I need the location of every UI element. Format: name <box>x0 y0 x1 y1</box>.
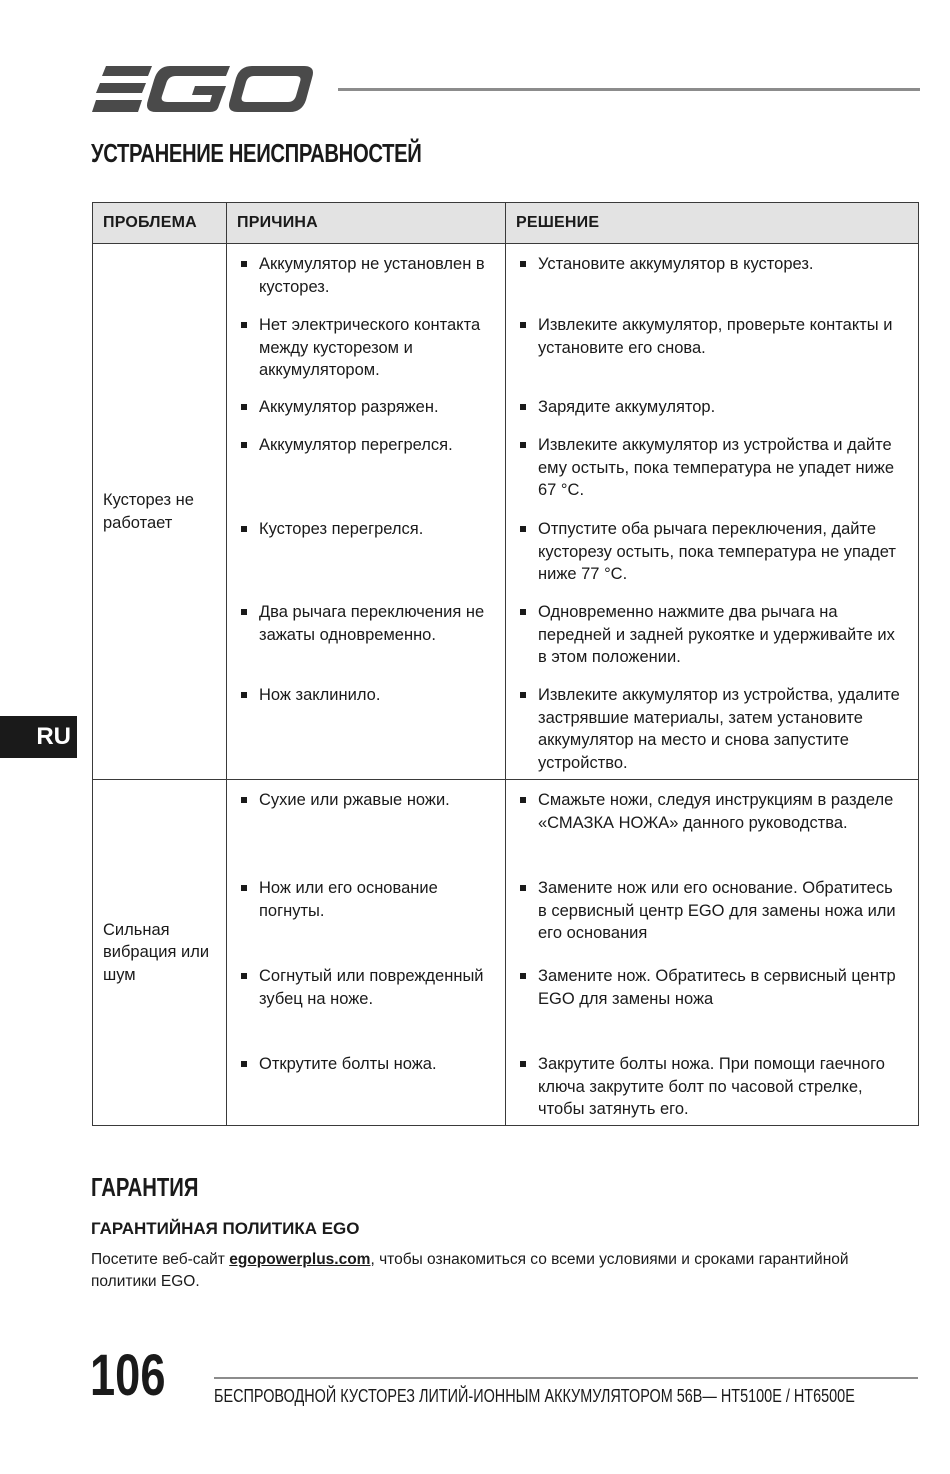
bullet-icon <box>518 789 528 868</box>
bullet-icon <box>239 877 249 956</box>
bullet-icon <box>518 518 528 592</box>
bullet-icon <box>239 396 249 425</box>
bullet-icon <box>239 965 249 1044</box>
header-problem: ПРОБЛЕМА <box>93 203 227 244</box>
solution-text: Извлеките аккумулятор из устройства, удалите застрявшие материалы, затем установите аккумулятор на место и снова запустите устройство. <box>538 686 900 772</box>
solution-text: Отпустите оба рычага переключения, дайте кусторезу остыть, пока температура не упадет ниже 77 °C. <box>538 520 896 583</box>
bullet-icon <box>518 1053 528 1124</box>
solution-item <box>506 387 918 425</box>
problem-text: Кусторез не работает <box>103 491 194 532</box>
warranty-text-before: Посетите веб-сайт <box>91 1251 230 1268</box>
language-tab: RU <box>0 716 77 758</box>
warranty-website-link[interactable]: egopowerplus.com <box>229 1251 371 1268</box>
problem-cell <box>93 780 227 1126</box>
cause-cell <box>227 244 506 780</box>
bullet-icon <box>518 965 528 1044</box>
solution-item <box>506 244 918 305</box>
cause-text: Открутите болты ножа. <box>259 1055 437 1073</box>
cause-cell <box>227 780 506 1126</box>
bullet-icon <box>518 314 528 387</box>
cause-item <box>227 425 505 509</box>
solution-text: Извлеките аккумулятор, проверьте контакты и установите его снова. <box>538 316 893 357</box>
cause-item <box>227 956 505 1044</box>
problem-text: Сильная вибрация или шум <box>103 920 210 984</box>
solution-text: Закрутите болты ножа. При помощи гаечного ключа закрутите болт по часовой стрелке, чтобы затянуть его. <box>538 1055 885 1118</box>
cause-text: Согнутый или поврежденный зубец на ноже. <box>259 967 484 1008</box>
cause-item <box>227 1044 505 1124</box>
solution-text: Установите аккумулятор в кусторез. <box>538 255 814 273</box>
bullet-icon <box>239 434 249 509</box>
cause-item <box>227 244 505 305</box>
cause-item <box>227 868 505 956</box>
bullet-icon <box>239 518 249 592</box>
page-number: 106 <box>90 1343 166 1408</box>
bullet-icon <box>239 253 249 305</box>
cause-text: Нож заклинило. <box>259 686 381 704</box>
solution-text: Замените нож или его основание. Обратитесь в сервисный центр EGO для замены ножа или его основания <box>538 879 896 942</box>
cause-item <box>227 509 505 592</box>
bullet-icon <box>518 601 528 675</box>
table-group-vibration <box>93 780 919 1126</box>
bullet-icon <box>239 789 249 868</box>
solution-item <box>506 675 918 777</box>
cause-item <box>227 592 505 675</box>
warranty-title: ГАРАНТИЯ <box>91 1172 199 1202</box>
solution-item <box>506 592 918 675</box>
problem-cell <box>93 244 227 780</box>
warranty-paragraph <box>91 1249 871 1293</box>
bullet-icon <box>518 684 528 777</box>
cause-item <box>227 305 505 387</box>
bullet-icon <box>518 434 528 509</box>
solution-text: Зарядите аккумулятор. <box>538 398 716 416</box>
footer-product-title: БЕСПРОВОДНОЙ КУСТОРЕЗ ЛИТИЙ-ИОННЫМ АККУМУЛЯТОРОМ 56В— HT5100E / HT6500E <box>214 1385 855 1406</box>
cause-text: Аккумулятор перегрелся. <box>259 436 453 454</box>
warranty-subtitle: ГАРАНТИЙНАЯ ПОЛИТИКА EGO <box>91 1219 360 1238</box>
cause-item <box>227 780 505 868</box>
solution-item <box>506 868 918 956</box>
solution-text: Одновременно нажмите два рычага на передней и задней рукоятке и удерживайте их в этом положении. <box>538 603 895 666</box>
solution-item <box>506 305 918 387</box>
solution-cell <box>506 244 919 780</box>
bullet-icon <box>518 877 528 956</box>
section-title: УСТРАНЕНИЕ НЕИСПРАВНОСТЕЙ <box>91 138 422 168</box>
table-header-row <box>93 203 919 244</box>
cause-text: Аккумулятор разряжен. <box>259 398 439 416</box>
cause-text: Нож или его основание погнуты. <box>259 879 438 920</box>
solution-text: Извлеките аккумулятор из устройства и дайте ему остыть, пока температура не упадет ниже 67 °C. <box>538 436 895 499</box>
warranty-text-after: , чтобы ознакомиться со всеми условиями и сроками гарантийной политики EGO. <box>91 1251 849 1290</box>
solution-item <box>506 509 918 592</box>
ego-logo-graphic <box>92 62 314 116</box>
bullet-icon <box>239 314 249 387</box>
solution-item <box>506 956 918 1044</box>
bullet-icon <box>239 684 249 777</box>
footer-divider <box>214 1377 918 1379</box>
bullet-icon <box>518 396 528 425</box>
solution-cell <box>506 780 919 1126</box>
cause-item <box>227 675 505 777</box>
cause-text: Аккумулятор не установлен в кусторез. <box>259 255 485 296</box>
bullet-icon <box>239 1053 249 1124</box>
table-group-not-working <box>93 244 919 780</box>
bullet-icon <box>518 253 528 305</box>
bullet-icon <box>239 601 249 675</box>
solution-text: Смажьте ножи, следуя инструкциям в разделе «СМАЗКА НОЖА» данного руководства. <box>538 791 894 832</box>
solution-item <box>506 780 918 868</box>
troubleshooting-table <box>92 202 919 1126</box>
ego-logo <box>92 62 314 116</box>
header-solution: РЕШЕНИЕ <box>506 203 919 244</box>
header-cause: ПРИЧИНА <box>227 203 506 244</box>
cause-item <box>227 387 505 425</box>
solution-text: Замените нож. Обратитесь в сервисный центр EGO для замены ножа <box>538 967 896 1008</box>
cause-text: Нет электрического контакта между кусторезом и аккумулятором. <box>259 316 481 379</box>
header-divider <box>338 88 920 91</box>
cause-text: Сухие или ржавые ножи. <box>259 791 450 809</box>
solution-item <box>506 1044 918 1124</box>
solution-item <box>506 425 918 509</box>
cause-text: Кусторез перегрелся. <box>259 520 424 538</box>
cause-text: Два рычага переключения не зажаты одновременно. <box>259 603 485 644</box>
